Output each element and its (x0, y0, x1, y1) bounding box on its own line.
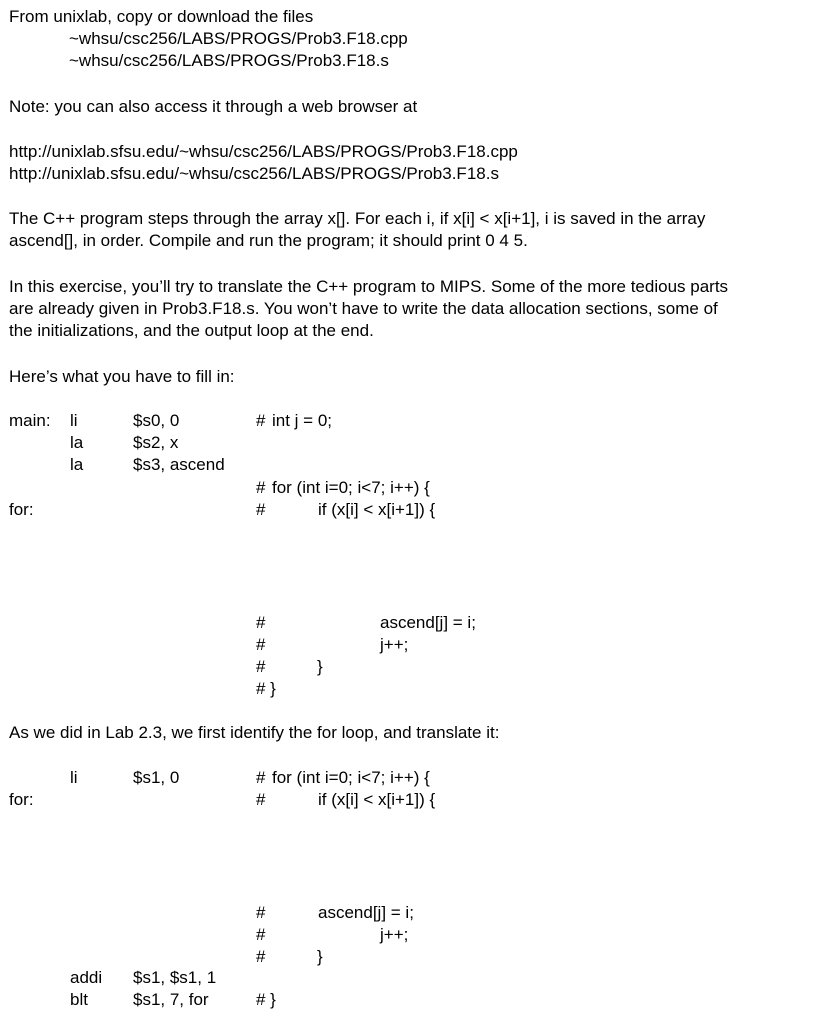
intro-line: From unixlab, copy or download the files (9, 7, 314, 26)
exercise-line-1: In this exercise, you’ll try to translate the C++ program to MIPS. Some of the more tedious parts (9, 277, 729, 296)
main-label: main: (9, 411, 51, 430)
code1-asc-hash: # (256, 613, 266, 632)
code2-r1-args: $s1, 0 (133, 768, 180, 787)
code2-addi-op: addi (70, 968, 103, 987)
description-line-1: The C++ program steps through the array x[]. For each i, if x[i] < x[i+1], i is saved in the array (9, 209, 706, 228)
code1-close1: } (317, 657, 323, 676)
code2-asc-comment: ascend[j] = i; (318, 903, 414, 922)
code2-for-label: for: (9, 790, 34, 809)
fill-in-heading: Here’s what you have to fill in: (9, 367, 235, 386)
code1-if-comment: if (x[i] < x[i+1]) { (318, 500, 436, 519)
code1-jpp-hash: # (256, 635, 266, 654)
code2-if-comment: if (x[i] < x[i+1]) { (318, 790, 436, 809)
code1-r3-op: la (70, 455, 84, 474)
url-cpp: http://unixlab.sfsu.edu/~whsu/csc256/LABS/PROGS/Prob3.F18.cpp (9, 142, 518, 161)
code2-jpp-hash: # (256, 925, 266, 944)
file-path-cpp: ~whsu/csc256/LABS/PROGS/Prob3.F18.cpp (69, 29, 408, 48)
description-line-2: ascend[], in order. Compile and run the program; it should print 0 4 5. (9, 231, 528, 250)
file-path-s: ~whsu/csc256/LABS/PROGS/Prob3.F18.s (69, 51, 389, 70)
code1-if-hash: # (256, 500, 266, 519)
code1-close2: # } (256, 679, 276, 698)
code2-asc-hash: # (256, 903, 266, 922)
code2-jpp-comment: j++; (380, 925, 409, 944)
code1-r2-op: la (70, 433, 84, 452)
code1-r3-args: $s3, ascend (133, 455, 225, 474)
code2-blt-args: $s1, 7, for (133, 990, 209, 1009)
code2-r1-op: li (70, 768, 78, 787)
code1-r1-comment-hash: # (256, 411, 266, 430)
exercise-line-3: the initializations, and the output loop at the end. (9, 321, 374, 340)
code2-close1-hash: # (256, 947, 266, 966)
code1-asc-comment: ascend[j] = i; (380, 613, 476, 632)
code1-r2-args: $s2, x (133, 433, 179, 452)
code2-for-comment: for (int i=0; i<7; i++) { (272, 768, 430, 787)
url-s: http://unixlab.sfsu.edu/~whsu/csc256/LABS/PROGS/Prob3.F18.s (9, 164, 499, 183)
code2-if-hash: # (256, 790, 266, 809)
note-text: Note: you can also access it through a web browser at (9, 97, 418, 116)
exercise-line-2: are already given in Prob3.F18.s. You won’t have to write the data allocation sections, some of (9, 299, 718, 318)
code2-addi-args: $s1, $s1, 1 (133, 968, 217, 987)
code1-close1-hash: # (256, 657, 266, 676)
lab-note: As we did in Lab 2.3, we first identify the for loop, and translate it: (9, 723, 500, 742)
code1-for-label: for: (9, 500, 34, 519)
code2-blt-op: blt (70, 990, 88, 1009)
code1-r1-args: $s0, 0 (133, 411, 180, 430)
code1-r1-op: li (70, 411, 78, 430)
code1-for-comment: for (int i=0; i<7; i++) { (272, 478, 430, 497)
code2-for-comment-hash: # (256, 768, 266, 787)
code2-close1: } (317, 947, 323, 966)
code1-jpp-comment: j++; (380, 635, 409, 654)
code2-close2: # } (256, 990, 276, 1009)
code1-r1-comment: int j = 0; (272, 411, 333, 430)
code1-for-comment-hash: # (256, 478, 266, 497)
